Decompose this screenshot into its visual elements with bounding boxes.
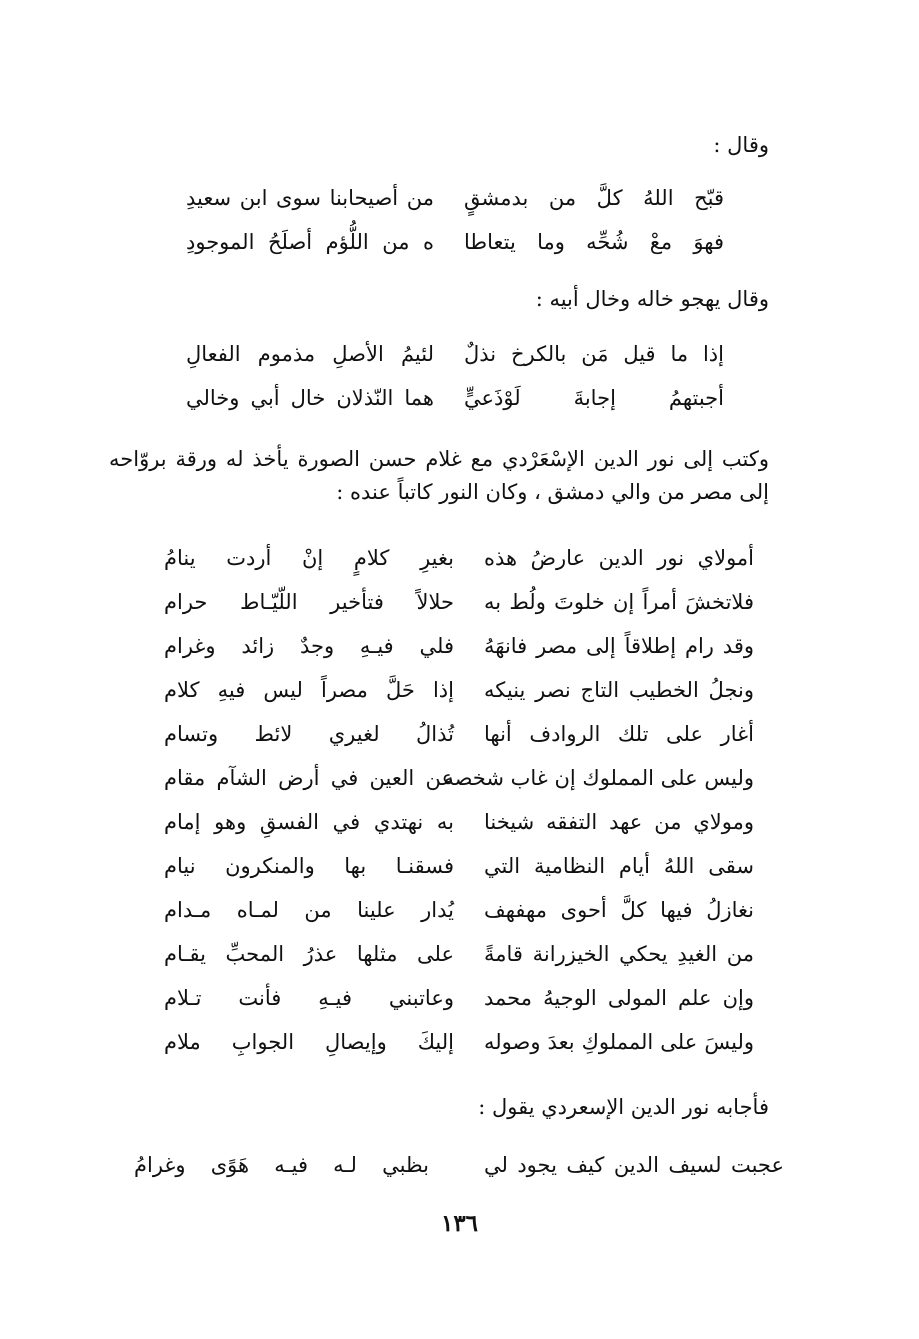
verse-line <box>0 1022 919 1062</box>
verse-line <box>0 670 919 710</box>
verse-line <box>0 222 919 262</box>
verse-second-hemistich: يُدار علينا من لمـاه مـدام <box>164 898 454 922</box>
verse-line <box>0 714 919 754</box>
verse-second-hemistich: بغيرِ كلامٍ إنْ أردت ينامُ <box>164 546 454 570</box>
verse-first-hemistich: وإن علم المولى الوجيهُ محمد <box>484 986 754 1010</box>
verse-first-hemistich: من الغيدِ يحكي الخيزرانة قامةً <box>484 942 754 966</box>
verse-second-hemistich: لئيمُ الأصلِ مذموم الفعالِ <box>186 342 434 366</box>
verse-second-hemistich: هما النّذلان خال أبي وخالي <box>186 386 434 410</box>
verse-first-hemistich: أغار على تلك الروادف أنها <box>484 722 754 746</box>
verse-line <box>0 758 919 798</box>
verse-second-hemistich: فسقنـا بها والمنكرون نيام <box>164 854 454 878</box>
verse-line <box>0 802 919 842</box>
verse-first-hemistich: أجبتهمُ إجابةَ لَوْذَعيٍّ <box>464 386 724 410</box>
verse-second-hemistich: عن العين في أرض الشآم مقام <box>164 766 454 790</box>
verse-first-hemistich: نغازلُ فيها كلَّ أحوى مهفهف <box>484 898 754 922</box>
verse-second-hemistich: تُذالُ لغيري لائط وتسام <box>164 722 454 746</box>
verse-second-hemistich: ه من اللُّؤم أصلَحُ الموجودِ <box>186 230 434 254</box>
verse-line <box>0 890 919 930</box>
verse-first-hemistich: وليسَ على المملوكِ بعدَ وصوله <box>484 1030 754 1054</box>
verse-first-hemistich: وقد رام إطلاقاً إلى مصر فانهَهُ <box>484 634 754 658</box>
section-intro-prose: وكتب إلى نور الدين الإسْعَرْدي مع غلام حسن الصورة يأخذ له ورقة بروّاحه إلى مصر من والي دمشق ، وكان النور كاتباً عنده : <box>109 447 769 504</box>
verse-line <box>0 538 919 578</box>
verse-second-hemistich: على مثلها عذرُ المحبِّ يقـام <box>164 942 454 966</box>
verse-second-hemistich: به نهتدي في الفسقِ وهو إمام <box>164 810 454 834</box>
verse-second-hemistich: حلالاً فتأخير اللّيّـاط حرام <box>164 590 454 614</box>
verse-first-hemistich: عجبت لسيف الدين كيف يجود لي <box>484 1153 784 1177</box>
verse-second-hemistich: وعاتبني فيـهِ فأنت تـلام <box>164 986 454 1010</box>
verse-first-hemistich: أمولاي نور الدين عارضُ هذه <box>484 546 754 570</box>
verse-second-hemistich: إذا حَلَّ مصراً ليس فيهِ كلام <box>164 678 454 702</box>
section-intro: وقال : <box>713 133 769 157</box>
verse-first-hemistich: إذا ما قيل مَن بالكرخ نذلٌ <box>464 342 724 366</box>
verse-second-hemistich: إليكَ وإيصالِ الجوابِ ملام <box>164 1030 454 1054</box>
verse-line <box>0 626 919 666</box>
verse-first-hemistich: ومولاي من عهد التفقه شيخنا <box>484 810 754 834</box>
verse-line <box>0 934 919 974</box>
verse-line <box>0 334 919 374</box>
verse-first-hemistich: وليس على المملوك إن غاب شخصه <box>443 766 754 790</box>
verse-line <box>0 178 919 218</box>
verse-line <box>0 1145 919 1185</box>
verse-first-hemistich: فهوَ معْ شُحِّه وما يتعاطا <box>464 230 724 254</box>
section-intro: فأجابه نور الدين الإسعردي يقول : <box>478 1095 769 1119</box>
verse-line <box>0 978 919 1018</box>
verse-second-hemistich: فلي فيـهِ وجدٌ زائد وغرام <box>164 634 454 658</box>
verse-line <box>0 582 919 622</box>
verse-first-hemistich: فلاتخشَ أمراً إن خلوتَ ولُط به <box>484 590 754 614</box>
verse-second-hemistich: من أصيحابنا سوى ابن سعيدِ <box>186 186 434 210</box>
verse-first-hemistich: سقى اللهُ أيام النظامية التي <box>484 854 754 878</box>
verse-first-hemistich: قبّح اللهُ كلَّ من بدمشقٍ <box>464 186 724 210</box>
verse-line <box>0 846 919 886</box>
verse-line <box>0 378 919 418</box>
verse-second-hemistich: بظبي لـه فيـه هَوًى وغرامُ <box>134 1153 429 1177</box>
verse-first-hemistich: ونجلُ الخطيب التاج نصر ينيكه <box>484 678 754 702</box>
section-intro: وقال يهجو خاله وخال أبيه : <box>535 287 769 311</box>
page-number: ١٣٦ <box>440 1210 479 1237</box>
